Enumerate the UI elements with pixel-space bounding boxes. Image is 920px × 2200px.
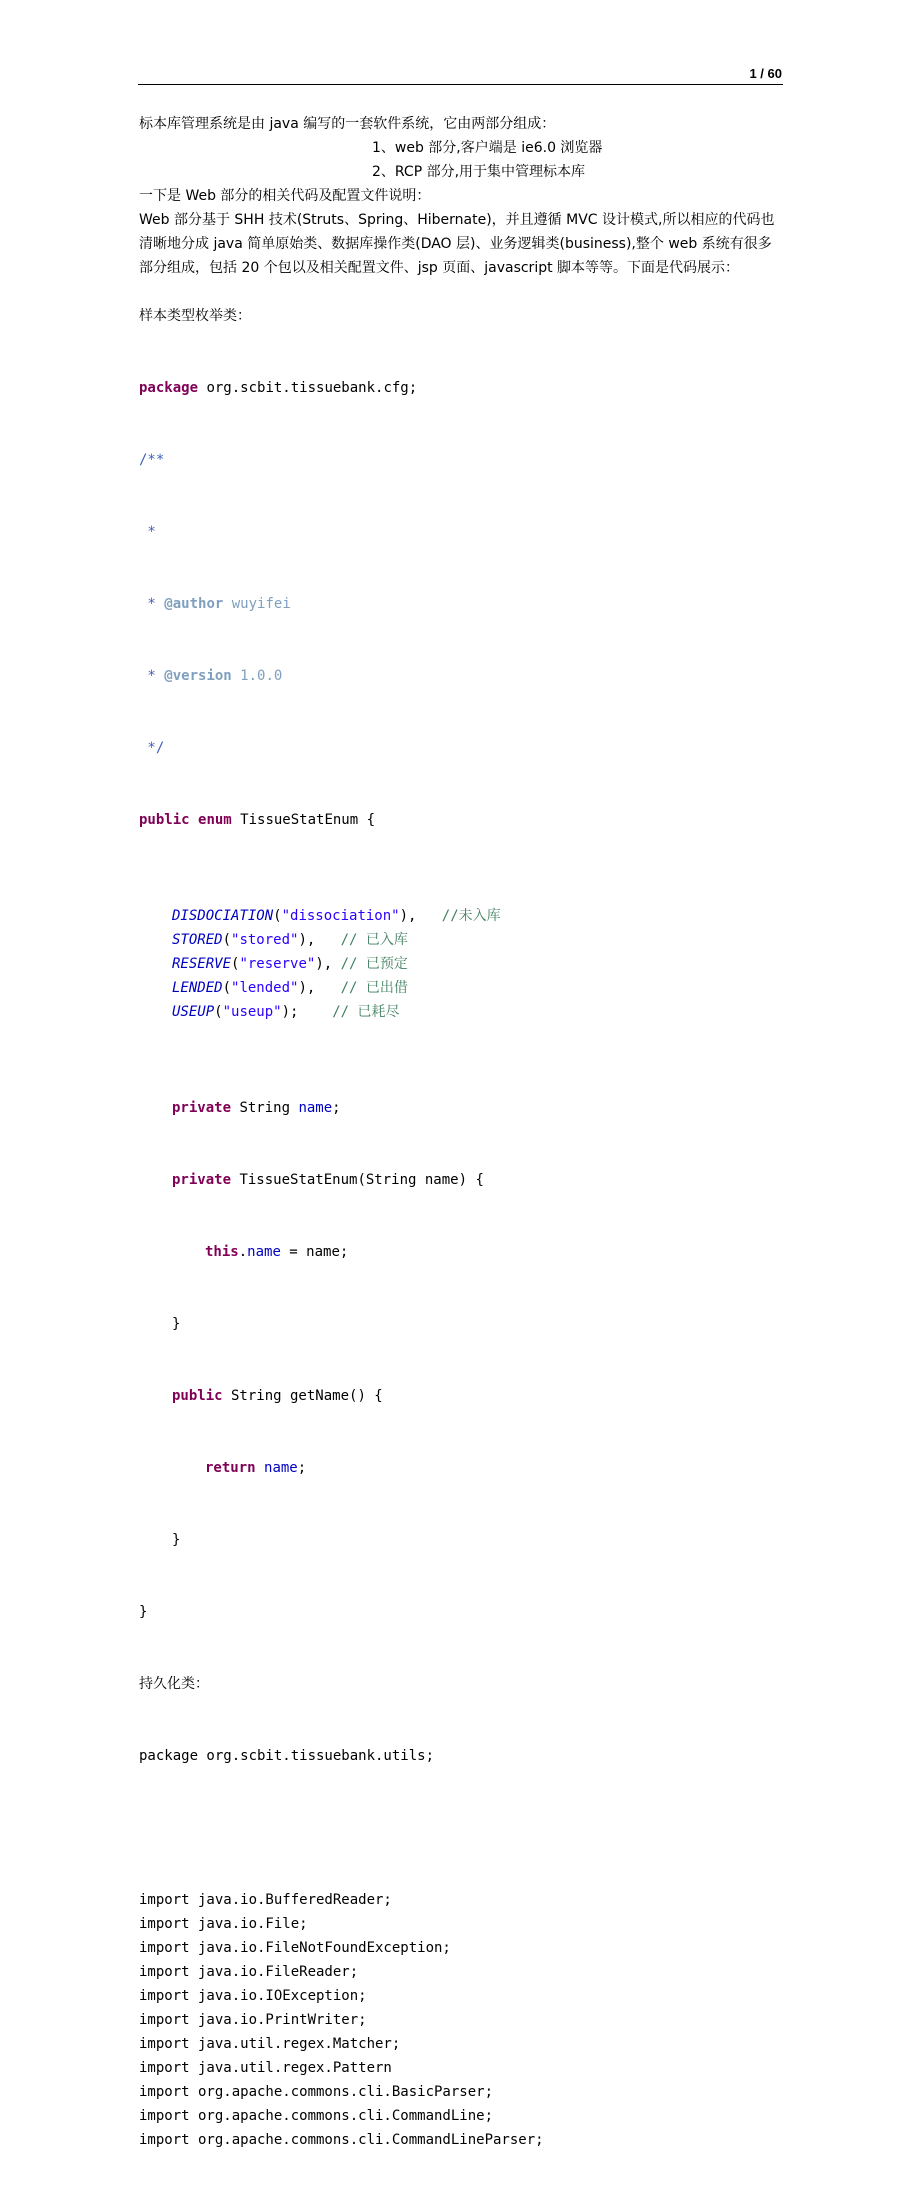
code-string: "stored" (231, 932, 299, 948)
code-text: ), (399, 908, 417, 924)
code-line-outer-close-brace: } (139, 1604, 148, 1620)
code-line-field (139, 1096, 784, 1120)
import-line: import java.io.PrintWriter; (139, 2012, 367, 2028)
code-keyword: private (172, 1172, 232, 1188)
page-number: 1 / 60 (749, 66, 782, 81)
code-text: ( (273, 908, 282, 924)
code-text: ; (332, 1100, 341, 1116)
code-comment: 已预定 (365, 956, 408, 972)
code-text: ), (298, 980, 316, 996)
enum-constant-name: STORED (172, 932, 223, 948)
code-comment: 已耗尽 (357, 1004, 400, 1020)
code-line-enum-declaration (139, 808, 784, 832)
section-title-enum: 样本类型枚举类： (139, 308, 251, 324)
code-field: name (264, 1460, 298, 1476)
code-keyword: public (172, 1388, 223, 1404)
code-keyword: public (139, 812, 190, 828)
import-line: import org.apache.commons.cli.CommandLine; (139, 2108, 494, 2124)
code-field: name (247, 1244, 281, 1260)
code-keyword: return (205, 1460, 256, 1476)
code-javadoc-prefix: * (139, 596, 165, 612)
code-line-getter (139, 1384, 784, 1408)
code-text (256, 1460, 264, 1476)
code-javadoc-version (139, 664, 784, 688)
code-string: "lended" (231, 980, 299, 996)
code-text: ); (281, 1004, 299, 1020)
code-javadoc-author (139, 592, 784, 616)
code-text (315, 932, 340, 948)
import-line: import java.io.IOException; (139, 1988, 367, 2004)
code-comment: 已入库 (365, 932, 408, 948)
import-lines (139, 1888, 784, 2152)
import-line: import java.io.File; (139, 1916, 308, 1932)
intro-line: 标本库管理系统是由 java 编写的一套软件系统，它由两部分组成： (139, 116, 556, 132)
code-text (332, 956, 340, 972)
import-line: import java.io.FileReader; (139, 1964, 359, 1980)
code-line-assign (139, 1240, 784, 1264)
code-comment-slash: // (332, 1004, 358, 1020)
code-javadoc-tag: @author (164, 596, 224, 612)
code-text: ( (214, 1004, 223, 1020)
enum-constant-line (139, 952, 784, 976)
code-text: . (238, 1244, 248, 1260)
code-text (315, 980, 340, 996)
blank-line (139, 1816, 784, 1840)
code-text: String (231, 1100, 299, 1116)
code-text: ( (231, 956, 240, 972)
document-body (139, 112, 784, 2200)
code-text: org.scbit.tissuebank.cfg; (198, 380, 418, 396)
intro-web-heading: 一下是 Web 部分的相关代码及配置文件说明： (139, 188, 431, 204)
code-field: name (298, 1100, 333, 1116)
code-text: = name; (280, 1244, 349, 1260)
code-javadoc-star: * (139, 524, 156, 540)
import-line: import java.util.regex.Matcher; (139, 2036, 401, 2052)
code-string: "dissociation" (281, 908, 400, 924)
code-line-return (139, 1456, 784, 1480)
code-line-package: package org.scbit.tissuebank.utils; (139, 1748, 435, 1764)
enum-constant-line (139, 928, 784, 952)
code-comment: 已出借 (365, 980, 408, 996)
code-comment: 未入库 (458, 908, 501, 924)
code-text: ( (222, 980, 232, 996)
enum-constant-line (139, 976, 784, 1000)
import-line: import org.apache.commons.cli.CommandLineParser; (139, 2132, 544, 2148)
code-line-close-brace: } (172, 1316, 181, 1332)
enum-constant-name: LENDED (172, 980, 223, 996)
code-javadoc-text: wuyifei (223, 596, 291, 612)
code-javadoc-prefix: * (139, 668, 165, 684)
enum-constant-name: USEUP (172, 1004, 215, 1020)
code-text (416, 908, 441, 924)
import-line: import org.apache.commons.cli.BasicParser; (139, 2084, 494, 2100)
code-keyword: this (205, 1244, 239, 1260)
code-line-constructor (139, 1168, 784, 1192)
import-line: import java.io.FileNotFoundException; (139, 1940, 451, 1956)
code-comment-slash: // (340, 932, 366, 948)
section-title-persistence: 持久化类： (139, 1676, 209, 1692)
intro-list-item-rcp: 2、RCP 部分,用于集中管理标本库 (372, 164, 586, 180)
import-line: import java.util.regex.Pattern (139, 2060, 392, 2076)
import-line: import java.io.BufferedReader; (139, 1892, 392, 1908)
code-comment-slash: // (441, 908, 459, 924)
code-text: ; (297, 1460, 307, 1476)
code-keyword: package (139, 380, 199, 396)
code-text: ), (315, 956, 333, 972)
enum-constant-name: DISDOCIATION (172, 908, 274, 924)
code-line-close-brace: } (172, 1532, 181, 1548)
code-text: TissueStatEnum(String name) { (231, 1172, 484, 1188)
code-text: ), (298, 932, 316, 948)
code-javadoc-tag: @version (164, 668, 232, 684)
intro-paragraph: Web 部分基于 SHH 技术(Struts、Spring、Hibernate)，并且遵循 MVC 设计模式,所以相应的代码也清晰地分成 java 简单原始类、数据库操作类(DAO 层)、业务逻辑类(business),整个 web 系统有很多部分组成，包括 20 个包以及相关配置文件、jsp 页面、javascript 脚本等等。下面是代码展示： (139, 212, 775, 276)
enum-constants (139, 904, 784, 1024)
blank-line (139, 280, 784, 304)
code-text (298, 1004, 332, 1020)
code-keyword: enum (198, 812, 232, 828)
code-string: "reserve" (239, 956, 316, 972)
code-text: String getName() { (222, 1388, 383, 1404)
enum-constant-line (139, 904, 784, 928)
code-text: ( (222, 932, 232, 948)
code-keyword: private (172, 1100, 232, 1116)
header-rule (138, 84, 783, 85)
code-string: "useup" (222, 1004, 282, 1020)
code-javadoc-text: 1.0.0 (231, 668, 283, 684)
code-block-persistence (139, 1696, 784, 2200)
code-block-enum (139, 328, 784, 1672)
code-line-package (139, 376, 784, 400)
enum-constant-name: RESERVE (172, 956, 232, 972)
code-javadoc-open: /** (139, 452, 165, 468)
intro-list-item-web: 1、web 部分,客户端是 ie6.0 浏览器 (372, 140, 603, 156)
code-comment-slash: // (340, 956, 366, 972)
code-text: TissueStatEnum { (231, 812, 376, 828)
code-javadoc-close: */ (139, 740, 165, 756)
code-comment-slash: // (340, 980, 366, 996)
enum-constant-line (139, 1000, 784, 1024)
